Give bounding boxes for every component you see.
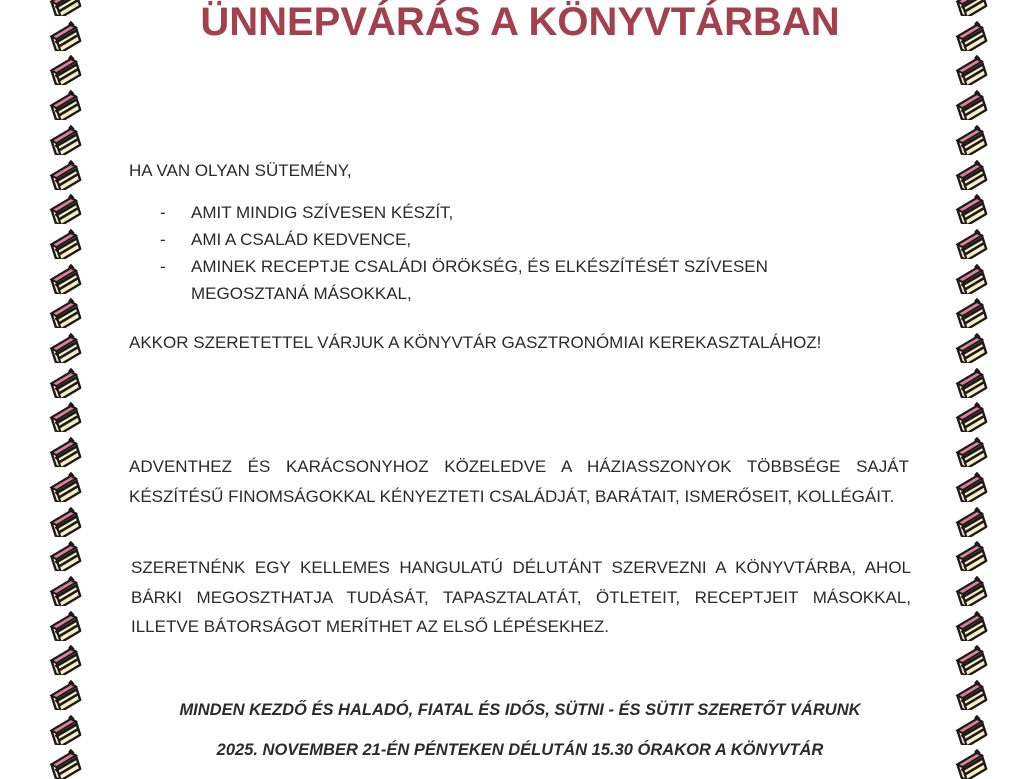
list-item — [160, 199, 768, 226]
paragraph-advent: ADVENTHEZ ÉS KARÁCSONYHOZ KÖZELEDVE A HÁZIASSZONYOK TÖBBSÉGE SAJÁT KÉSZÍTÉSŰ FINOMSÁGOKKAL KÉNYEZTETI CSALÁDJÁT, BARÁTAIT, ISMERŐSEIT, KOLLÉGÁIT. — [129, 457, 909, 506]
page-title: ÜNNEPVÁRÁS A KÖNYVTÁRBAN — [200, 0, 840, 44]
list-item — [160, 253, 768, 307]
cake-slice-icon — [48, 680, 84, 710]
cake-slice-icon — [48, 715, 84, 745]
cake-border-right — [954, 0, 998, 776]
cake-slice-icon — [48, 229, 84, 259]
cake-slice-icon — [48, 611, 84, 641]
cake-slice-icon — [954, 680, 990, 710]
cake-border-left — [48, 0, 92, 776]
cake-slice-icon — [48, 333, 84, 363]
cake-slice-icon — [48, 160, 84, 190]
cake-slice-icon — [954, 402, 990, 432]
cake-slice-icon — [954, 333, 990, 363]
list-bullet: - — [160, 203, 166, 222]
list-item-text: AMINEK RECEPTJE CSALÁDI ÖRÖKSÉG, ÉS ELKÉSZÍTÉSÉT SZÍVESEN — [191, 257, 768, 276]
list-item-text: AMI A CSALÁD KEDVENCE, — [191, 230, 412, 249]
paragraph-afternoon: SZERETNÉNK EGY KELLEMES HANGULATÚ DÉLUTÁNT SZERVEZNI A KÖNYVTÁRBA, AHOL BÁRKI MEGOSZTHATJA TUDÁSÁT, TAPASZTALATÁT, ÖTLETEIT, RECEPTJEIT MÁSOKKAL, ILLETVE BÁTORSÁGOT MERÍTHET AZ ELSŐ LÉPÉSEKHEZ. — [131, 558, 911, 636]
cake-slice-icon — [954, 645, 990, 675]
intro-text: HA VAN OLYAN SÜTEMÉNY, — [129, 161, 352, 180]
cake-slice-icon — [48, 21, 84, 51]
cake-slice-icon — [954, 507, 990, 537]
cake-slice-icon — [954, 576, 990, 606]
cake-slice-icon — [954, 715, 990, 745]
cake-slice-icon — [954, 472, 990, 502]
cake-slice-icon — [954, 298, 990, 328]
list-bullet: - — [160, 257, 166, 276]
cake-slice-icon — [48, 0, 84, 16]
cake-slice-icon — [954, 21, 990, 51]
condition-list — [160, 199, 768, 307]
cake-slice-icon — [48, 749, 84, 779]
cake-slice-icon — [954, 229, 990, 259]
cake-slice-icon — [954, 194, 990, 224]
cake-slice-icon — [954, 0, 990, 16]
cake-slice-icon — [48, 645, 84, 675]
list-item-text: AMIT MINDIG SZÍVESEN KÉSZÍT, — [191, 203, 454, 222]
cake-slice-icon — [48, 298, 84, 328]
cake-slice-icon — [48, 55, 84, 85]
cake-slice-icon — [48, 264, 84, 294]
closing-line-audience: MINDEN KEZDŐ ÉS HALADÓ, FIATAL ÉS IDŐS, SÜTNI - ÉS SÜTIT SZERETŐT VÁRUNK — [179, 701, 861, 719]
cake-slice-icon — [954, 749, 990, 779]
cake-slice-icon — [48, 576, 84, 606]
list-item-text-continued: MEGOSZTANÁ MÁSOKKAL, — [191, 284, 412, 303]
cake-slice-icon — [954, 55, 990, 85]
cake-slice-icon — [954, 541, 990, 571]
cake-slice-icon — [48, 541, 84, 571]
cake-slice-icon — [954, 437, 990, 467]
list-bullet: - — [160, 230, 166, 249]
cake-slice-icon — [954, 264, 990, 294]
closing-line-date: 2025. NOVEMBER 21-ÉN PÉNTEKEN DÉLUTÁN 15.30 ÓRAKOR A KÖNYVTÁR — [216, 741, 824, 759]
list-item — [160, 226, 768, 253]
cake-slice-icon — [48, 90, 84, 120]
cake-slice-icon — [954, 368, 990, 398]
cake-slice-icon — [48, 125, 84, 155]
cake-slice-icon — [48, 507, 84, 537]
cake-slice-icon — [954, 611, 990, 641]
cake-slice-icon — [48, 472, 84, 502]
cake-slice-icon — [954, 160, 990, 190]
cake-slice-icon — [954, 125, 990, 155]
cake-slice-icon — [954, 90, 990, 120]
cake-slice-icon — [48, 402, 84, 432]
cake-slice-icon — [48, 194, 84, 224]
cake-slice-icon — [48, 368, 84, 398]
invitation-text: AKKOR SZERETETTEL VÁRJUK A KÖNYVTÁR GASZTRONÓMIAI KEREKASZTALÁHOZ! — [129, 333, 822, 352]
cake-slice-icon — [48, 437, 84, 467]
